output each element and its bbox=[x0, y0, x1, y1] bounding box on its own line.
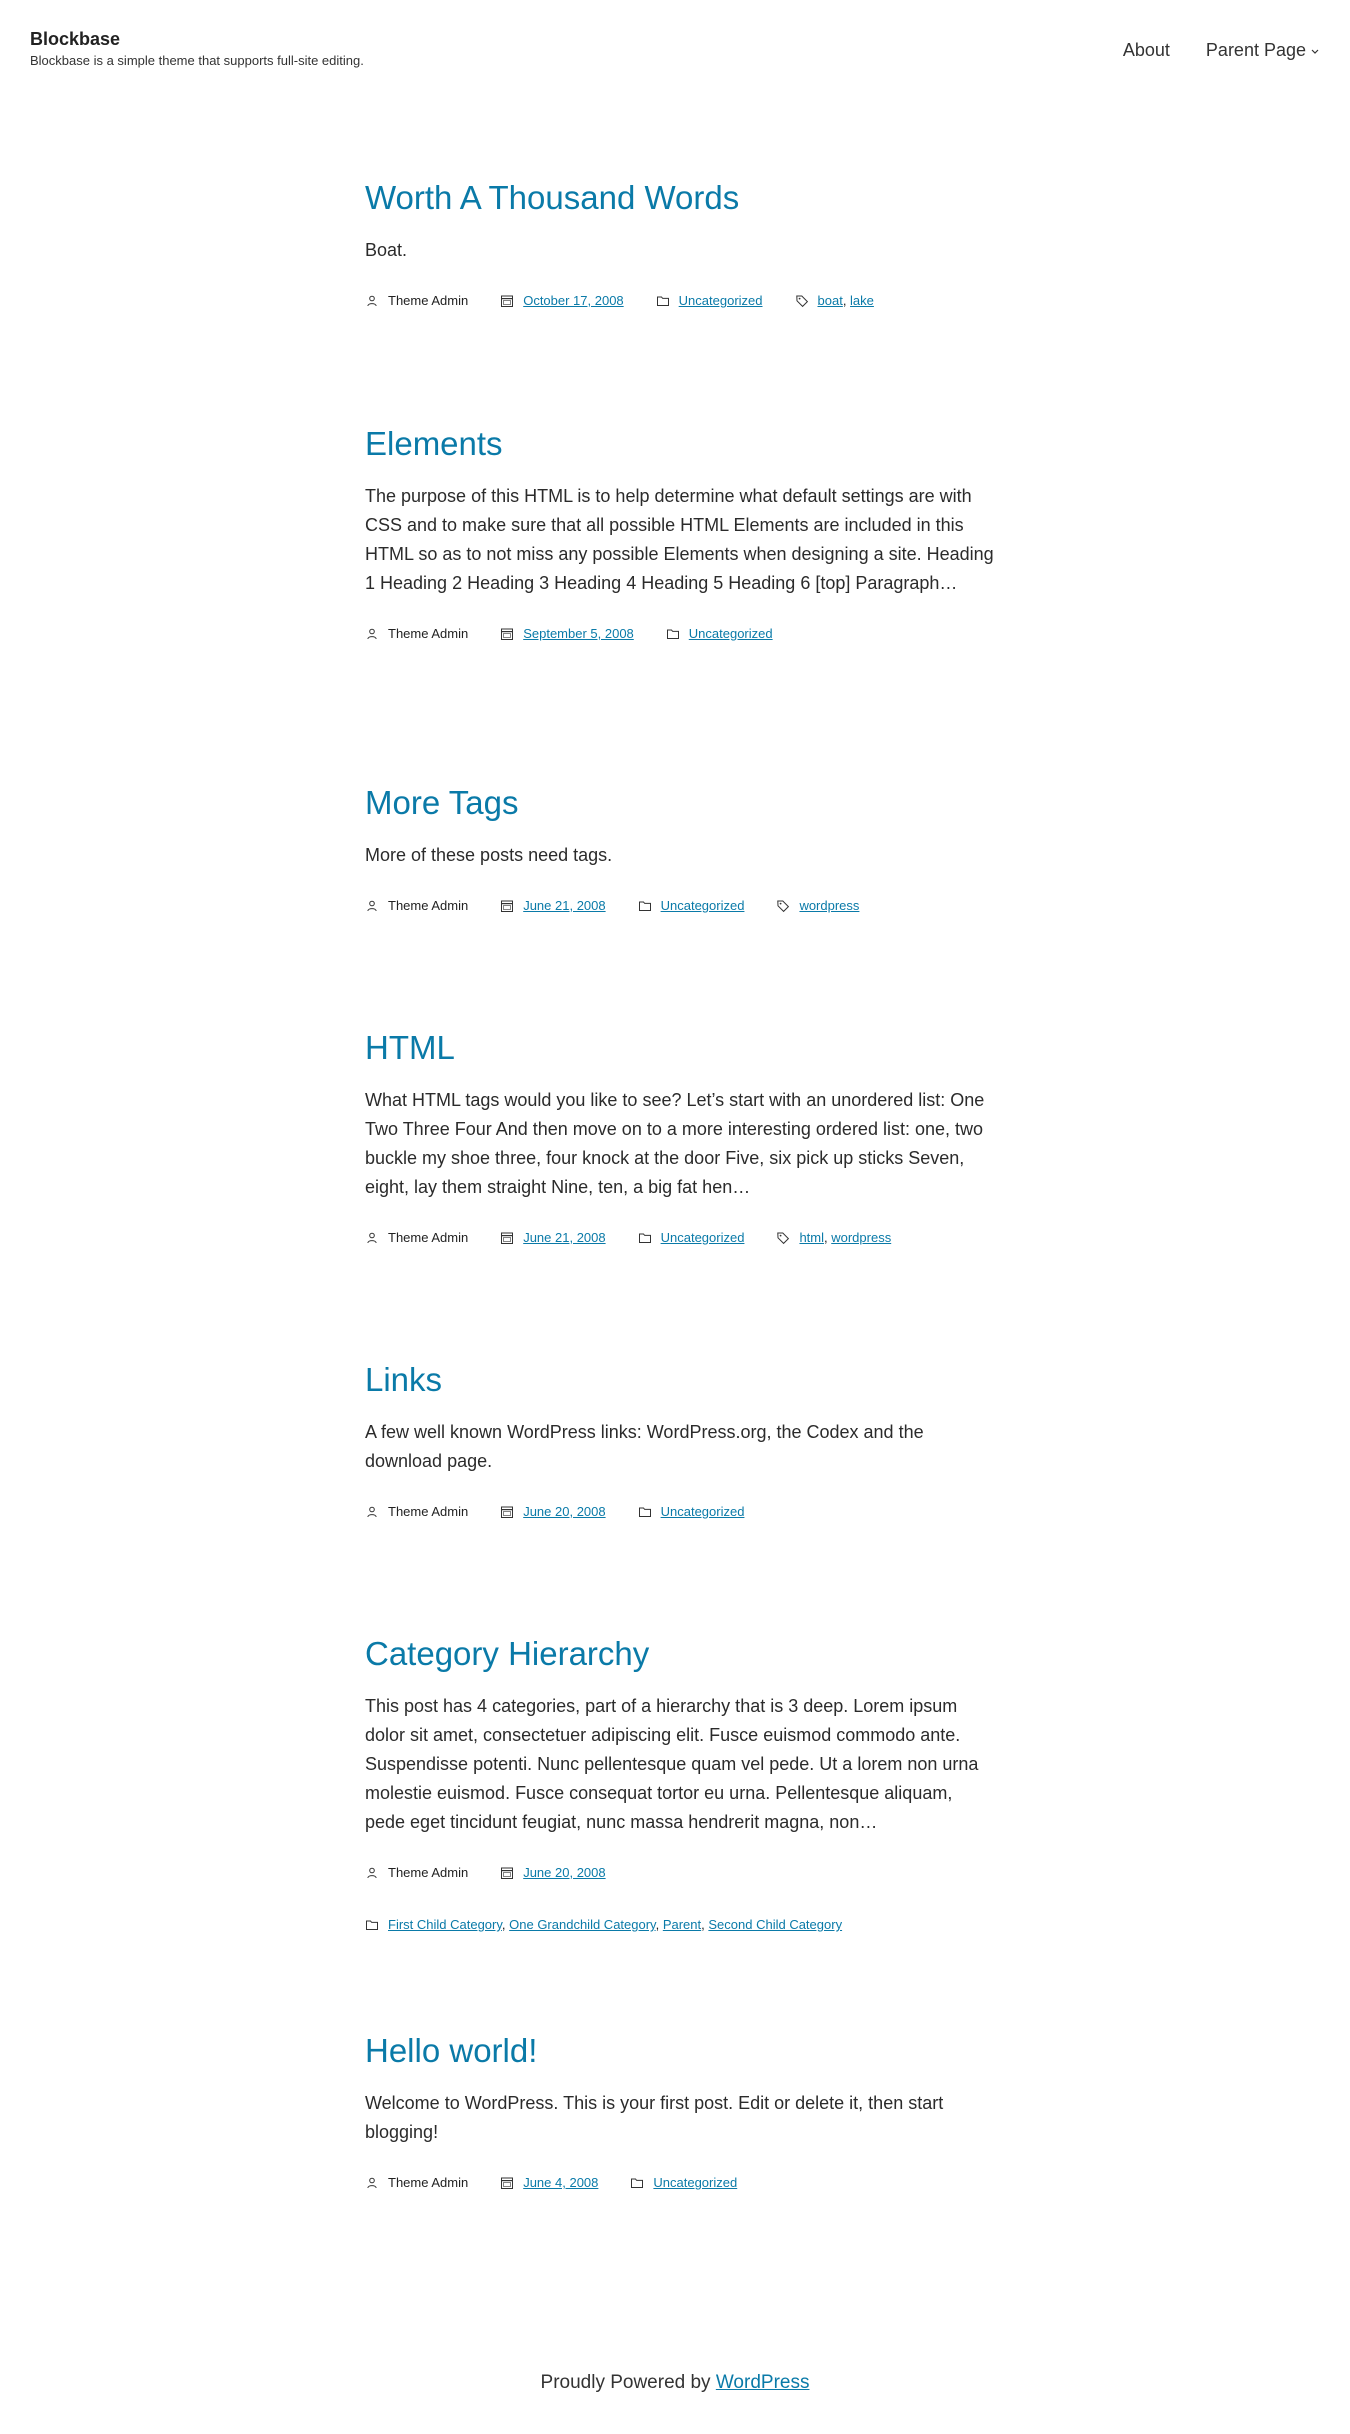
post-title[interactable]: Hello world! bbox=[365, 2032, 538, 2069]
post-title[interactable]: More Tags bbox=[365, 784, 519, 821]
post-date bbox=[500, 2173, 598, 2193]
calendar-icon bbox=[500, 1505, 514, 1519]
author-name: Theme Admin bbox=[388, 898, 469, 913]
post-meta bbox=[365, 624, 995, 644]
nav-item-label: About bbox=[1122, 40, 1170, 60]
calendar-icon bbox=[500, 2176, 514, 2190]
folder-icon bbox=[365, 1918, 379, 1932]
tag-list bbox=[799, 1228, 891, 1248]
post-date-link[interactable]: September 5, 2008 bbox=[523, 626, 634, 641]
category-link[interactable]: One Grandchild Category bbox=[509, 1917, 656, 1932]
post bbox=[365, 178, 995, 311]
calendar-icon bbox=[500, 899, 514, 913]
folder-icon bbox=[656, 294, 670, 308]
category-list bbox=[661, 896, 745, 916]
author-icon bbox=[365, 899, 379, 913]
post-categories bbox=[638, 896, 745, 916]
calendar-icon bbox=[500, 294, 514, 308]
nav-item-about[interactable] bbox=[1123, 40, 1170, 61]
post-excerpt: Boat. bbox=[365, 240, 408, 260]
tag-icon bbox=[795, 294, 809, 308]
post bbox=[365, 424, 995, 644]
tag-icon bbox=[776, 1231, 790, 1245]
post-title[interactable]: Elements bbox=[365, 425, 503, 462]
site-description: Blockbase is a simple theme that supports full-site editing. bbox=[30, 53, 364, 68]
post-excerpt: Welcome to WordPress. This is your first post. Edit or delete it, then start blogging! bbox=[365, 2093, 944, 2142]
nav-item-label: Parent Page bbox=[1205, 40, 1306, 60]
post bbox=[365, 2031, 995, 2193]
separator: , bbox=[842, 293, 851, 308]
post-excerpt: A few well known WordPress links: WordPress.org, the Codex and the download page. bbox=[365, 1422, 924, 1471]
post-date-link[interactable]: June 4, 2008 bbox=[523, 2175, 599, 2190]
author-name: Theme Admin bbox=[388, 293, 469, 308]
post-categories bbox=[666, 624, 773, 644]
post-meta bbox=[365, 896, 995, 916]
footer-text: Proudly Powered by bbox=[540, 2372, 711, 2393]
post-meta bbox=[365, 2173, 995, 2193]
post-excerpt: The purpose of this HTML is to help determine what default settings are with CSS and to make sure that all possible HTML Elements are included in this HTML so as to not miss any possible Elements when designing a site. Heading 1 Heading 2 Heading 3 Heading 4 Heading 5 Heading 6 [top] Paragraph… bbox=[365, 486, 994, 593]
site-header bbox=[30, 28, 364, 70]
category-link[interactable]: Uncategorized bbox=[660, 898, 745, 913]
post-title[interactable]: Category Hierarchy bbox=[365, 1635, 650, 1672]
author-icon bbox=[365, 2176, 379, 2190]
author-name: Theme Admin bbox=[388, 1865, 469, 1880]
post-author bbox=[365, 1863, 468, 1883]
post-date bbox=[500, 291, 623, 311]
category-link[interactable]: Uncategorized bbox=[688, 626, 773, 641]
calendar-icon bbox=[500, 627, 514, 641]
category-link[interactable]: First Child Category bbox=[388, 1917, 502, 1932]
category-list bbox=[661, 1228, 745, 1248]
category-list bbox=[661, 1502, 745, 1522]
author-name: Theme Admin bbox=[388, 2175, 469, 2190]
post-author bbox=[365, 1502, 468, 1522]
post-title[interactable]: HTML bbox=[365, 1029, 455, 1066]
tag-list bbox=[799, 896, 859, 916]
nav-item-parent-page[interactable] bbox=[1206, 40, 1320, 61]
author-name: Theme Admin bbox=[388, 626, 469, 641]
category-list bbox=[388, 1915, 842, 1935]
post-date bbox=[500, 1228, 605, 1248]
post-meta bbox=[365, 1228, 995, 1248]
post-date-link[interactable]: June 21, 2008 bbox=[523, 1230, 606, 1245]
post-author bbox=[365, 291, 468, 311]
post-author bbox=[365, 2173, 468, 2193]
footer-wordpress-link[interactable]: WordPress bbox=[715, 2372, 810, 2393]
author-name: Theme Admin bbox=[388, 1504, 469, 1519]
chevron-down-icon bbox=[1310, 46, 1320, 56]
tag-link[interactable]: wordpress bbox=[799, 898, 860, 913]
post-meta bbox=[365, 1502, 995, 1522]
author-icon bbox=[365, 1505, 379, 1519]
post bbox=[365, 1634, 995, 1935]
folder-icon bbox=[630, 2176, 644, 2190]
post-tags bbox=[776, 1228, 891, 1248]
post-date-link[interactable]: June 20, 2008 bbox=[523, 1504, 606, 1519]
calendar-icon bbox=[500, 1231, 514, 1245]
post-meta bbox=[365, 1863, 995, 1935]
post-excerpt: This post has 4 categories, part of a hierarchy that is 3 deep. Lorem ipsum dolor sit amet, consectetuer adipiscing elit. Fusce euismod commodo ante. Suspendisse potenti. Nunc pellentesque quam vel pede. Ut a lorem non urna molestie euismod. Fusce consequat tortor eu urna. Pellentesque aliquam, pede eget tincidunt feugiat, nunc massa hendrerit magna, non… bbox=[365, 1696, 979, 1832]
post-categories bbox=[638, 1502, 745, 1522]
post-date-link[interactable]: June 20, 2008 bbox=[523, 1865, 606, 1880]
category-list bbox=[689, 624, 773, 644]
category-list bbox=[679, 291, 763, 311]
category-link[interactable]: Parent bbox=[662, 1917, 702, 1932]
post-tags bbox=[776, 896, 859, 916]
post-date-link[interactable]: June 21, 2008 bbox=[523, 898, 606, 913]
post-excerpt: What HTML tags would you like to see? Let’s start with an unordered list: One Two Three Four And then move on to a more interesting ordered list: one, two buckle my shoe three, four knock at the door Five, six pick up sticks Seven, eight, lay them straight Nine, ten, a big fat hen… bbox=[365, 1090, 985, 1197]
post-author bbox=[365, 896, 468, 916]
post-categories bbox=[365, 1915, 842, 1935]
separator: , bbox=[501, 1917, 510, 1932]
author-icon bbox=[365, 1866, 379, 1880]
post-tags bbox=[795, 291, 874, 311]
site-title[interactable]: Blockbase bbox=[30, 29, 121, 49]
folder-icon bbox=[638, 1231, 652, 1245]
post-date bbox=[500, 1863, 605, 1883]
post-title[interactable]: Links bbox=[365, 1361, 443, 1398]
post bbox=[365, 1028, 995, 1248]
author-name: Theme Admin bbox=[388, 1230, 469, 1245]
folder-icon bbox=[638, 1505, 652, 1519]
post bbox=[365, 1360, 995, 1522]
post-author bbox=[365, 1228, 468, 1248]
category-link[interactable]: Second Child Category bbox=[708, 1917, 843, 1932]
separator: , bbox=[824, 1230, 832, 1245]
post-categories bbox=[630, 2173, 737, 2193]
tag-link[interactable]: wordpress bbox=[831, 1230, 892, 1245]
tag-icon bbox=[776, 899, 790, 913]
category-list bbox=[653, 2173, 737, 2193]
tag-link[interactable]: boat bbox=[817, 293, 843, 308]
folder-icon bbox=[666, 627, 680, 641]
tag-link[interactable]: html bbox=[799, 1230, 824, 1245]
category-link[interactable]: Uncategorized bbox=[678, 293, 763, 308]
tag-link[interactable]: lake bbox=[850, 293, 874, 308]
post-title[interactable]: Worth A Thousand Words bbox=[365, 179, 740, 216]
post bbox=[365, 783, 995, 916]
author-icon bbox=[365, 627, 379, 641]
separator: , bbox=[655, 1917, 663, 1932]
post-date bbox=[500, 896, 605, 916]
post-date-link[interactable]: October 17, 2008 bbox=[523, 293, 624, 308]
folder-icon bbox=[638, 899, 652, 913]
post-categories bbox=[638, 1228, 745, 1248]
post-meta bbox=[365, 291, 995, 311]
category-link[interactable]: Uncategorized bbox=[660, 1230, 745, 1245]
post-date bbox=[500, 1502, 605, 1522]
post-author bbox=[365, 624, 468, 644]
primary-navigation bbox=[1123, 40, 1320, 61]
site-footer bbox=[0, 2372, 1350, 2394]
separator: , bbox=[701, 1917, 709, 1932]
author-icon bbox=[365, 1231, 379, 1245]
category-link[interactable]: Uncategorized bbox=[660, 1504, 745, 1519]
post-excerpt: More of these posts need tags. bbox=[365, 845, 613, 865]
calendar-icon bbox=[500, 1866, 514, 1880]
author-icon bbox=[365, 294, 379, 308]
post-date bbox=[500, 624, 634, 644]
category-link[interactable]: Uncategorized bbox=[653, 2175, 738, 2190]
tag-list bbox=[818, 291, 874, 311]
post-categories bbox=[656, 291, 763, 311]
